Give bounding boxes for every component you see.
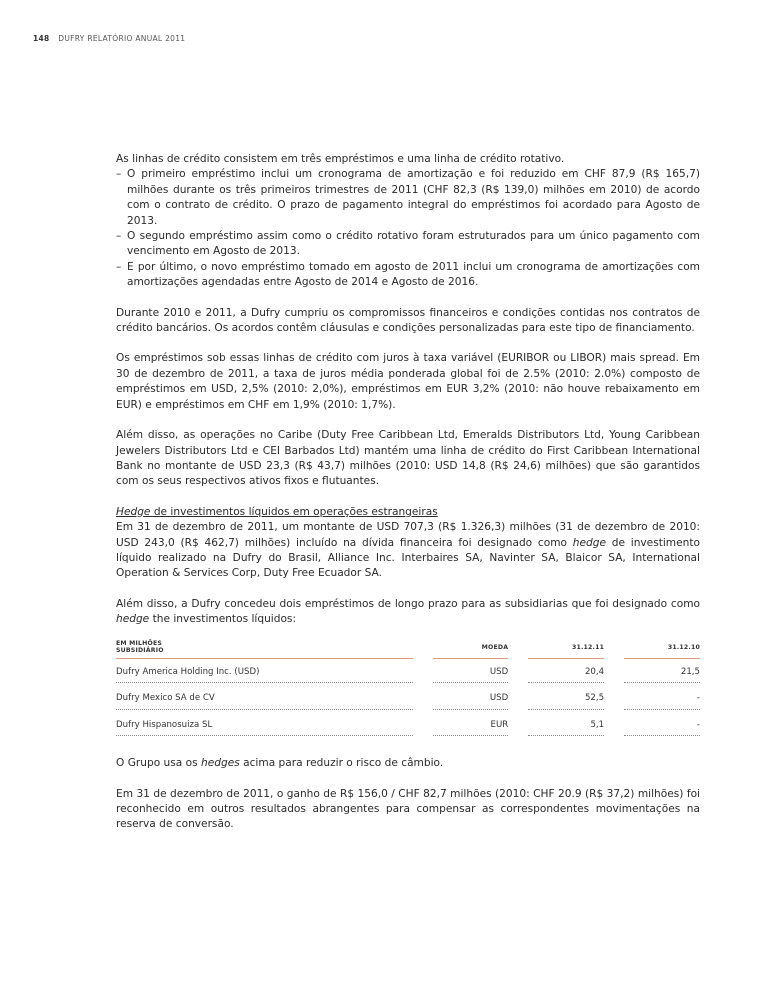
row-value-2011: 5,1 — [528, 718, 604, 736]
paragraph-caribbean: Além disso, as operações no Caribe (Duty Free Caribbean Ltd, Emeralds Distributors Ltd, Young Caribbean Jewelers Distributors Ltd e CEI Barbados Ltd) mantém uma linha de crédito do First Caribbean International Bank no montante de USD 23,3 (R$ 43,7) milhões (2010: USD 14,8 (R$ 24,6) milhões) que são garantidos com os seus respectivos ativos fixos e flutuantes. — [116, 429, 700, 488]
row-value-2011: 20,4 — [528, 665, 604, 683]
section-heading: Hedge de investimentos líquidos em operações estrangeiras — [116, 505, 438, 518]
row-value-2010: - — [624, 691, 700, 709]
row-currency: USD — [433, 691, 508, 709]
header-2010: 31.12.10 — [624, 640, 700, 659]
row-value-2011: 52,5 — [528, 691, 604, 709]
paragraph-hedge: Hedge de investimentos líquidos em operações estrangeiras Em 31 de dezembro de 2011, um montante de USD 707,3 (R$ 1.326,3) milhões (31 de dezembro de 2010: USD 243,0 (R$ 462,7) milhões) incluído na dívida financeira foi designado como hedge de investimento líquido realizado na Dufry do Brasil, Alliance Inc. Interbaires SA, Navinter SA, Blaicor SA, International Operation & Services Corp, Duty Free Ecuador SA. — [116, 505, 700, 580]
page-header — [33, 34, 185, 43]
paragraph-gain: Em 31 de dezembro de 2011, o ganho de R$ 156,0 / CHF 82,7 milhões (2010: CHF 20.9 (R$ 37,2) milhões) foi reconhecido em outros resultados abrangentes para compensar as correspondentes movimentações na reserva de conversão. — [116, 787, 700, 831]
hedge-table — [116, 640, 700, 739]
table-row — [116, 658, 700, 685]
page-number: 148 — [33, 34, 50, 43]
list-item: – O primeiro empréstimo inclui um cronograma de amortização e foi reduzido em CHF 87,9 (R$ 165,7) milhões durante os três primeiros trimestres de 2011 (CHF 82,3 (R$ 139,0) milhões em 2010) de acordo com o contrato de crédito. O prazo de pagamento integral do empréstimos foi acordado para Agosto de 2013. — [116, 168, 700, 227]
main-content — [116, 152, 700, 848]
bullet-list — [116, 167, 700, 290]
row-value-2010: 21,5 — [624, 665, 700, 683]
table-row — [116, 712, 700, 738]
row-currency: USD — [433, 665, 508, 683]
table-header-row — [116, 640, 700, 659]
intro-text: As linhas de crédito consistem em três empréstimos e uma linha de crédito rotativo. — [116, 153, 565, 165]
header-currency: MOEDA — [433, 640, 508, 659]
paragraph-loans-subsidiaries: Além disso, a Dufry concedeu dois empréstimos de longo prazo para as subsidiarias que foi designado como hedge the investimentos líquidos: — [116, 597, 700, 626]
table-row — [116, 685, 700, 711]
credit-lines-block — [116, 152, 700, 291]
header-2011: 31.12.11 — [528, 640, 604, 659]
list-item: – E por último, o novo empréstimo tomado em agosto de 2011 inclui um cronograma de amortizações com amortizações agendadas entre Agosto de 2014 e Agosto de 2016. — [116, 260, 700, 289]
paragraph-group-hedges: O Grupo usa os hedges acima para reduzir o risco de câmbio. — [116, 757, 444, 770]
row-value-2010: - — [624, 718, 700, 736]
row-name: Dufry America Holding Inc. (USD) — [116, 665, 413, 683]
paragraph-interest-rates: Os empréstimos sob essas linhas de crédito com juros à taxa variável (EURIBOR ou LIBOR) mais spread. Em 30 de dezembro de 2011, a taxa de juros média ponderada global foi de 2.5% (2010: 2.0%) composto de empréstimos em USD, 2,5% (2010: 2,0%), empréstimos em EUR 3,2% (2010: não houve rebaixamento em EUR) e empréstimos em CHF em 1,9% (2010: 1,7%). — [116, 352, 700, 411]
header-subsidiary: EM MILHÕES SUBSIDIÁRIO — [116, 640, 413, 659]
row-name: Dufry Hispanosuiza SL — [116, 718, 413, 736]
list-item: – O segundo empréstimo assim como o crédito rotativo foram estruturados para um único pagamento com vencimento em Agosto de 2013. — [116, 230, 700, 258]
paragraph-compliance: Durante 2010 e 2011, a Dufry cumpriu os compromissos financeiros e condições contidas nos contratos de crédito bancários. Os acordos contêm cláusulas e condições personalizadas para este tipo de financiamento. — [116, 306, 700, 335]
row-name: Dufry Mexico SA de CV — [116, 691, 413, 709]
row-currency: EUR — [433, 718, 508, 736]
report-title: DUFRY RELATÓRIO ANUAL 2011 — [58, 34, 186, 43]
